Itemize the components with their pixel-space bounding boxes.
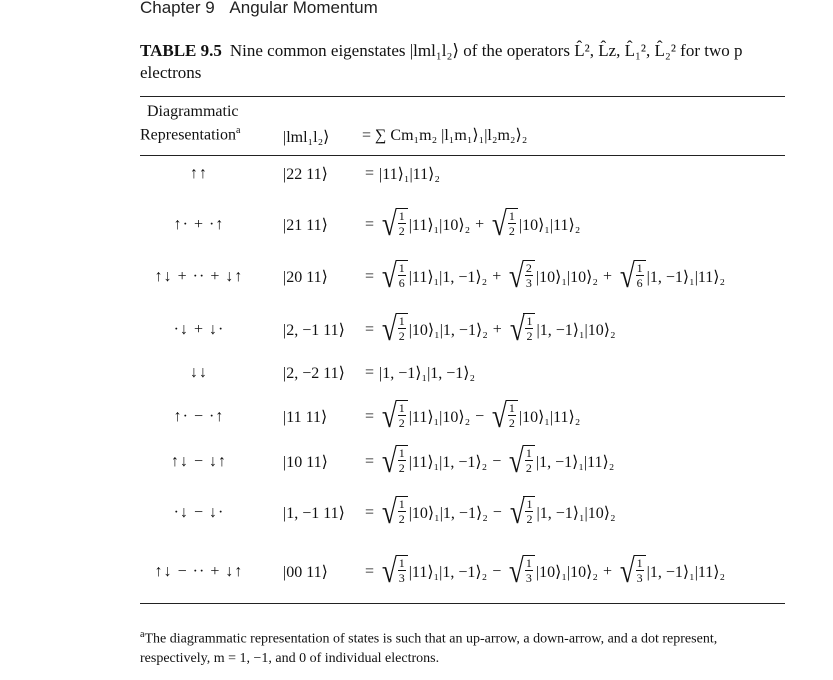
sqrt-coefficient (490, 208, 518, 242)
chapter-number: Chapter 9 (140, 0, 215, 17)
equals-sign: = (365, 563, 375, 580)
bottom-rule (140, 603, 785, 604)
table-caption-text: Nine common eigenstates |lml₁l₂⟩ of the operators L̂², L̂z, L̂₁², L̂₂² for two p electrons (140, 41, 743, 82)
fraction-denominator: 2 (398, 512, 405, 526)
fraction-denominator: 6 (636, 276, 643, 290)
diagram-representation: ·↓ − ↓· (173, 504, 225, 521)
sqrt-coefficient (508, 313, 536, 347)
radical-sign-icon: √ (381, 311, 397, 348)
fraction (396, 208, 408, 242)
column-header-ket: |lml₁l₂⟩ (283, 129, 330, 146)
operator: + (492, 321, 502, 338)
fraction-numerator: 1 (636, 556, 643, 570)
fraction (396, 260, 408, 294)
state-ket: |1, −1 11⟩ (283, 505, 345, 522)
table-row (140, 200, 830, 250)
diagram-representation: ↑· − ·↑ (173, 408, 225, 425)
table-row (140, 356, 830, 390)
ket-product-term: |10⟩₁|11⟩₂ (518, 409, 581, 426)
sqrt-coefficient (507, 555, 535, 589)
footnote-text: The diagrammatic representation of states is such that an up-arrow, a down-arrow, and a dot represent, respectively, m = 1, −1, and 0 of individual electrons. (140, 631, 718, 666)
sqrt-coefficient (380, 313, 408, 347)
state-ket: |20 11⟩ (283, 269, 328, 286)
diagram-representation: ↑↑ (190, 165, 208, 182)
fraction-numerator: 1 (636, 261, 643, 275)
operator: − (492, 504, 502, 521)
ket-product-term: |1, −1⟩₁|11⟩₂ (535, 454, 615, 471)
sqrt-coefficient (380, 260, 408, 294)
table-row (140, 488, 830, 538)
state-ket: |11 11⟩ (283, 409, 328, 426)
radical-sign-icon: √ (509, 553, 525, 590)
ket-product-term: |11⟩₁|10⟩₂ (408, 217, 471, 234)
fraction (523, 313, 535, 347)
ket-product-term: |10⟩₁|1, −1⟩₂ (408, 322, 488, 339)
sqrt-coefficient (490, 400, 518, 434)
diagram-representation: ·↓ + ↓· (173, 321, 225, 338)
sqrt-coefficient (380, 555, 408, 589)
fraction (396, 555, 408, 589)
table-caption (140, 40, 790, 84)
ket-product-term: |1, −1⟩₁|10⟩₂ (536, 505, 616, 522)
radical-sign-icon: √ (509, 494, 525, 531)
state-ket: |00 11⟩ (283, 564, 328, 581)
fraction (396, 445, 408, 479)
fraction-numerator: 1 (525, 446, 532, 460)
ket-product-term: |11⟩₁|1, −1⟩₂ (408, 564, 488, 581)
state-expansion (360, 555, 725, 589)
fraction (523, 555, 535, 589)
fraction-denominator: 2 (508, 224, 515, 238)
footnote (140, 625, 790, 668)
footnote-marker: a (140, 629, 145, 640)
fraction (396, 313, 408, 347)
fraction-numerator: 1 (398, 497, 405, 511)
ket-product-term: |1, −1⟩₁|10⟩₂ (536, 322, 616, 339)
radical-sign-icon: √ (381, 398, 397, 435)
diagram-representation: ↑↓ + ·· + ↓↑ (154, 268, 244, 285)
radical-sign-icon: √ (509, 311, 525, 348)
fraction-denominator: 2 (398, 224, 405, 238)
radical-sign-icon: √ (492, 206, 507, 243)
state-expansion (360, 208, 580, 242)
fraction (396, 400, 408, 434)
sqrt-coefficient (618, 260, 646, 294)
ket-product-term: |10⟩₁|1, −1⟩₂ (408, 505, 488, 522)
equals-sign: = (365, 453, 375, 470)
table-row (140, 392, 830, 442)
fraction-denominator: 2 (525, 461, 532, 475)
fraction-denominator: 3 (525, 571, 532, 585)
table-row (140, 437, 830, 487)
state-ket: |21 11⟩ (283, 217, 328, 234)
footnote-marker: a (235, 125, 241, 136)
ket-product-term: |10⟩₁|10⟩₂ (535, 269, 598, 286)
operator: − (492, 453, 502, 470)
fraction (523, 496, 535, 530)
running-header (140, 0, 378, 18)
state-expansion (360, 363, 475, 383)
fraction (523, 445, 535, 479)
column-header-expansion: = ∑ Cm₁m₂ |l₁m₁⟩₁|l₂m₂⟩₂ (362, 127, 528, 144)
fraction-denominator: 2 (508, 416, 515, 430)
state-ket: |22 11⟩ (283, 166, 328, 183)
fraction (506, 208, 518, 242)
fraction-denominator: 2 (398, 461, 405, 475)
ket-product-term: |11⟩₁|11⟩₂ (379, 166, 440, 183)
fraction-denominator: 2 (398, 416, 405, 430)
state-ket: |10 11⟩ (283, 454, 328, 471)
sqrt-coefficient (618, 555, 646, 589)
sqrt-coefficient (507, 445, 535, 479)
state-ket: |2, −2 11⟩ (283, 365, 345, 382)
fraction-numerator: 1 (398, 314, 405, 328)
state-expansion (360, 445, 614, 479)
sqrt-coefficient (380, 445, 408, 479)
ket-product-term: |10⟩₁|11⟩₂ (518, 217, 581, 234)
operator: + (602, 268, 612, 285)
radical-sign-icon: √ (381, 258, 397, 295)
ket-product-term: |1, −1⟩₁|11⟩₂ (646, 564, 726, 581)
table-label: TABLE 9.5 (140, 41, 222, 60)
radical-sign-icon: √ (381, 443, 397, 480)
fraction (634, 555, 646, 589)
table-row (140, 252, 830, 302)
radical-sign-icon: √ (509, 443, 525, 480)
fraction-denominator: 2 (398, 329, 405, 343)
fraction-numerator: 1 (508, 401, 515, 415)
sqrt-coefficient (507, 260, 535, 294)
fraction-denominator: 2 (526, 512, 533, 526)
equals-sign: = (365, 268, 375, 285)
fraction-numerator: 1 (525, 556, 532, 570)
sqrt-coefficient (508, 496, 536, 530)
equals-sign: = (365, 364, 375, 381)
fraction-denominator: 6 (398, 276, 405, 290)
state-expansion (360, 260, 725, 294)
ket-product-term: |11⟩₁|10⟩₂ (408, 409, 471, 426)
fraction (396, 496, 408, 530)
state-expansion (360, 313, 616, 347)
state-ket: |2, −1 11⟩ (283, 322, 345, 339)
diagram-representation: ↓↓ (190, 364, 208, 381)
state-expansion (360, 496, 616, 530)
equals-sign: = (365, 165, 375, 182)
equals-sign: = (365, 216, 375, 233)
ket-product-term: |11⟩₁|1, −1⟩₂ (408, 454, 488, 471)
sqrt-coefficient (380, 208, 408, 242)
fraction (506, 400, 518, 434)
chapter-title: Angular Momentum (229, 0, 378, 17)
operator: − (475, 408, 485, 425)
fraction-numerator: 1 (398, 261, 405, 275)
fraction-numerator: 2 (525, 261, 532, 275)
table-row (140, 157, 830, 191)
fraction-denominator: 3 (398, 571, 405, 585)
sqrt-coefficient (380, 496, 408, 530)
fraction-numerator: 1 (398, 401, 405, 415)
fraction-numerator: 1 (398, 556, 405, 570)
fraction-denominator: 2 (526, 329, 533, 343)
ket-product-term: |1, −1⟩₁|1, −1⟩₂ (379, 365, 476, 382)
operator: − (492, 563, 502, 580)
fraction-denominator: 3 (636, 571, 643, 585)
radical-sign-icon: √ (509, 258, 525, 295)
equals-sign: = (365, 504, 375, 521)
radical-sign-icon: √ (619, 258, 635, 295)
radical-sign-icon: √ (381, 553, 397, 590)
column-header-diagram-line2 (140, 125, 240, 144)
operator: + (492, 268, 502, 285)
sqrt-coefficient (380, 400, 408, 434)
ket-product-term: |11⟩₁|1, −1⟩₂ (408, 269, 488, 286)
fraction (634, 260, 646, 294)
fraction-denominator: 3 (525, 276, 532, 290)
state-expansion (360, 400, 580, 434)
state-expansion (360, 164, 440, 184)
radical-sign-icon: √ (381, 494, 397, 531)
fraction-numerator: 1 (526, 497, 533, 511)
radical-sign-icon: √ (619, 553, 635, 590)
fraction (523, 260, 535, 294)
operator: + (475, 216, 485, 233)
equals-sign: = (365, 408, 375, 425)
diagram-representation: ↑↓ − ↓↑ (170, 453, 228, 470)
header-rule (140, 155, 785, 156)
fraction-numerator: 1 (526, 314, 533, 328)
operator: + (602, 563, 612, 580)
fraction-numerator: 1 (508, 209, 515, 223)
top-rule (140, 96, 785, 97)
column-header-diagram-line1: Diagrammatic (147, 103, 239, 120)
fraction-numerator: 1 (398, 446, 405, 460)
ket-product-term: |1, −1⟩₁|11⟩₂ (646, 269, 726, 286)
fraction-numerator: 1 (398, 209, 405, 223)
diagram-representation: ↑↓ − ·· + ↓↑ (154, 563, 244, 580)
diagram-representation: ↑· + ·↑ (173, 216, 225, 233)
ket-product-term: |10⟩₁|10⟩₂ (535, 564, 598, 581)
table-row (140, 547, 830, 597)
column-header-diagram-text: Representation (140, 126, 236, 144)
equals-sign: = (365, 321, 375, 338)
table-row (140, 305, 830, 355)
radical-sign-icon: √ (381, 206, 397, 243)
radical-sign-icon: √ (492, 398, 507, 435)
